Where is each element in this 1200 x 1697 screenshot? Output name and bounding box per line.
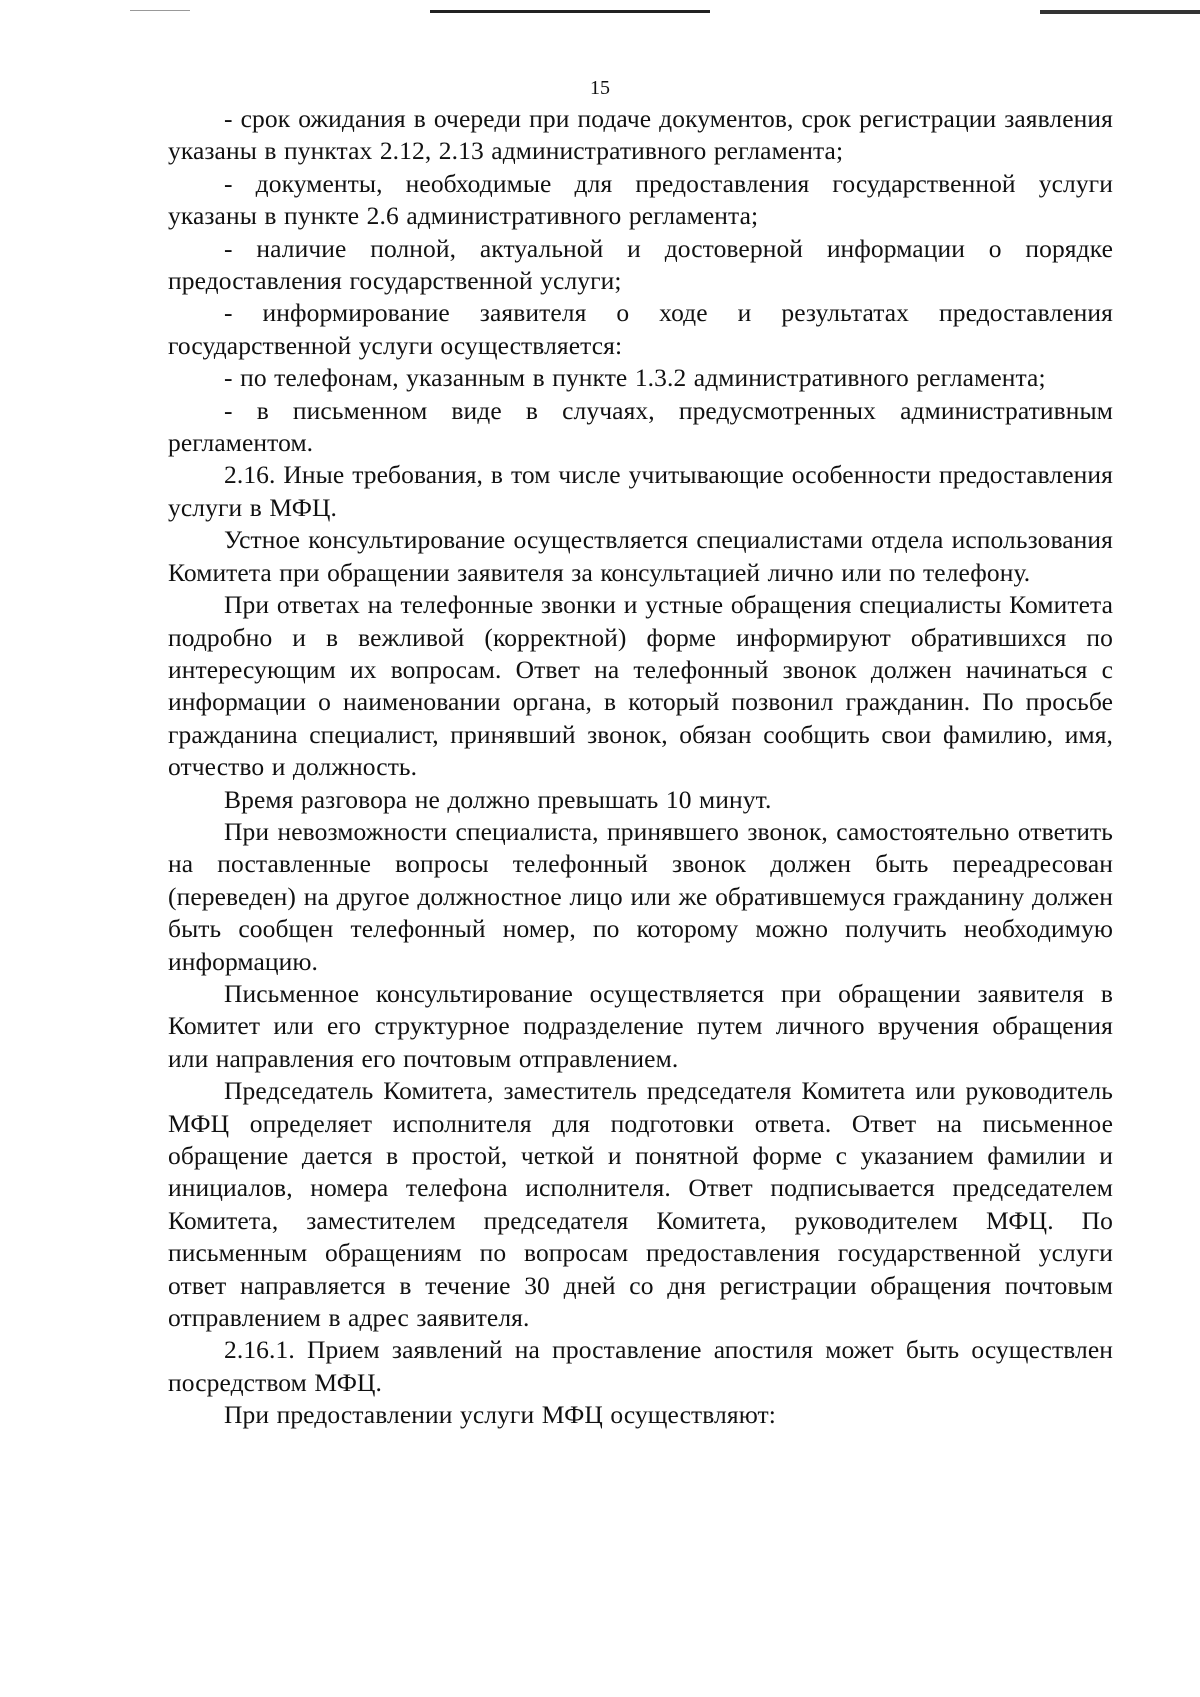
paragraph-written-consultation: Письменное консультирование осуществляется при обращении заявителя в Комитет или его структурное подразделение путем личного вручения обращения или направления его почтовым отправлением. — [168, 978, 1113, 1073]
paragraph-oral-consultation: Устное консультирование осуществляется специалистами отдела использования Комитета при обращении заявителя за консультацией лично или по телефону. — [168, 525, 1113, 587]
page-number: 15 — [590, 77, 610, 99]
section-heading-2-16: 2.16. Иные требования, в том числе учитывающие особенности предоставления услуги в МФЦ. — [168, 460, 1113, 522]
paragraph-in-writing: - в письменном виде в случаях, предусмотренных административным регламентом. — [168, 395, 1113, 458]
paragraph-waiting-time: - срок ожидания в очереди при подаче документов, срок регистрации заявления указаны в пунктах 2.12, 2.13 административного регламента; — [168, 104, 1113, 166]
paragraph-call-duration: Время разговора не должно превышать 10 минут. — [224, 784, 772, 814]
paragraph-required-documents: - документы, необходимые для предоставления государственной услуги указаны в пункте 2.6 административного регламента; — [168, 168, 1113, 231]
paragraph-information-availability: - наличие полной, актуальной и достоверной информации о порядке предоставления государственной услуги; — [168, 233, 1113, 296]
paragraph-call-redirect: При невозможности специалиста, принявшего звонок, самостоятельно ответить на поставленные вопросы телефонный звонок должен быть переадресован (переведен) на другое должностное лицо или же обратившемуся гражданину должен быть сообщен телефонный номер, по которому можно получить необходимую информацию. — [168, 816, 1113, 976]
paragraph-applicant-informing: - информирование заявителя о ходе и результатах предоставления государственной услуги осуществляется: — [168, 298, 1113, 360]
scan-edge-mark-center — [430, 10, 710, 13]
paragraph-mfc-duties: При предоставлении услуги МФЦ осуществляют: — [224, 1400, 776, 1430]
scan-edge-mark-left — [130, 10, 190, 11]
paragraph-by-phone: - по телефонам, указанным в пункте 1.3.2 административного регламента; — [224, 363, 1046, 393]
scan-edge-mark-right — [1040, 10, 1200, 14]
paragraph-phone-answers: При ответах на телефонные звонки и устные обращения специалисты Комитета подробно и в вежливой (корректной) форме информируют обратившихся по интересующим их вопросам. Ответ на телефонный звонок должен начинаться с информации о наименовании органа, в который позвонил гражданин. По просьбе гражданина специалист, принявший звонок, обязан сообщить свои фамилию, имя, отчество и должность. — [168, 590, 1113, 782]
document-body — [168, 103, 1113, 1432]
paragraph-written-reply: Председатель Комитета, заместитель председателя Комитета или руководитель МФЦ определяет исполнителя для подготовки ответа. Ответ на письменное обращение дается в простой, четкой и понятной форме с указанием фамилии и инициалов, номера телефона исполнителя. Ответ подписывается председателем Комитета, заместителем председателя Комитета, руководителем МФЦ. По письменным обращениям по вопросам предоставления государственной услуги ответ направляется в течение 30 дней со дня регистрации обращения почтовым отправлением в адрес заявителя. — [168, 1076, 1113, 1333]
section-heading-2-16-1: 2.16.1. Прием заявлений на проставление апостиля может быть осуществлен посредством МФЦ. — [168, 1335, 1113, 1397]
